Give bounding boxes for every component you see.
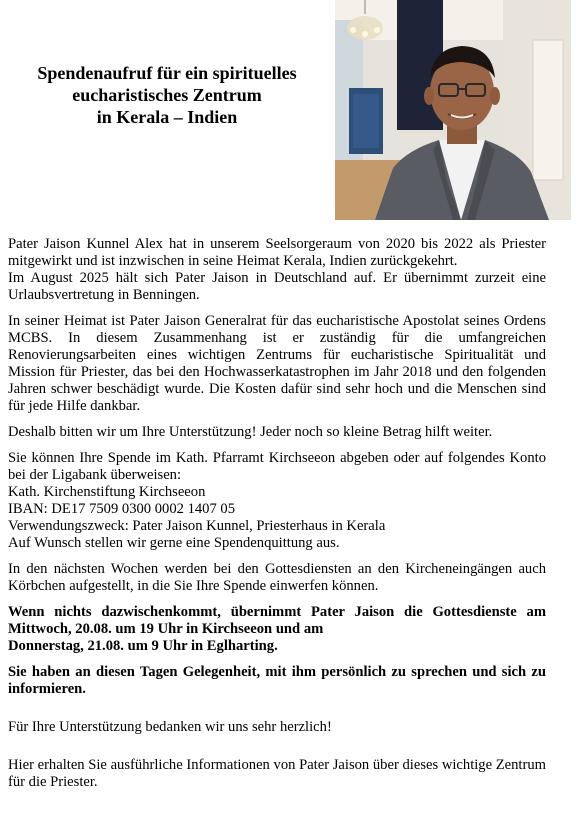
account-holder: Kath. Kirchenstiftung Kirchseeon [8, 484, 206, 500]
visit-text: Im August 2025 hält sich Pater Jaison in Deutschland auf. Er übernimmt zurzeit eine Urlaubsvertretung in Benningen. [8, 270, 546, 303]
page-title [0, 62, 334, 128]
donation-intro: Sie können Ihre Spende im Kath. Pfarramt Kirchseeon abgeben oder auf folgendes Konto bei der Ligabank überweisen: [8, 450, 546, 483]
service-thursday: Donnerstag, 21.08. um 9 Uhr in Eglharting. [8, 638, 278, 654]
meeting-paragraph: Sie haben an diesen Tagen Gelegenheit, mit ihm persönlich zu sprechen und sich zu informieren. [8, 664, 546, 697]
portrait-photo [335, 0, 571, 220]
services-paragraph [8, 604, 546, 655]
service-wednesday: Wenn nichts dazwischenkommt, übernimmt Pater Jaison die Gottesdienste am Mittwoch, 20.08. um 19 Uhr in Kirchseeon und am [8, 604, 546, 637]
baskets-paragraph: In den nächsten Wochen werden bei den Gottesdiensten an den Kircheneingängen auch Körbchen aufgestellt, in die Sie Ihre Spende einwerfen können. [8, 561, 546, 594]
title-line-1: Spendenaufruf für ein spirituelles [37, 63, 297, 83]
intro-paragraph [8, 236, 546, 304]
title-line-2: eucharistisches Zentrum [72, 85, 262, 105]
spacer [8, 707, 546, 719]
appeal-body [8, 236, 546, 800]
background-paragraph: In seiner Heimat ist Pater Jaison Generalrat für das eucharistische Apostolat seines Ordens MCBS. In diesem Zusammenhang ist er zuständig für die umfangreichen Renovierungsarbeiten eines wichtigen Zentrums für eucharistische Spiritualität und Mission für Priester, das bei den Hochwasserkatastrophen im Jahr 2018 und den folgenden Jahren schwer beschädigt wurde. Die Kosten dafür sind sehr hoch und die Menschen sind für jede Hilfe dankbar. [8, 313, 546, 414]
thanks-paragraph: Für Ihre Unterstützung bedanken wir uns sehr herzlich! [8, 719, 332, 735]
title-line-3: in Kerala – Indien [96, 107, 238, 127]
payment-reference: Verwendungszweck: Pater Jaison Kunnel, Priesterhaus in Kerala [8, 518, 386, 534]
intro-text: Pater Jaison Kunnel Alex hat in unserem Seelsorgeraum von 2020 bis 2022 als Priester mitgewirkt und ist inzwischen in seine Heimat Kerala, Indien zurückgekehrt. [8, 236, 546, 269]
iban-text: IBAN: DE17 7509 0300 0002 1407 05 [8, 501, 236, 517]
appeal-paragraph: Deshalb bitten wir um Ihre Unterstützung! Jeder noch so kleine Betrag hilft weiter. [8, 424, 493, 440]
spacer [8, 745, 546, 757]
more-info-paragraph: Hier erhalten Sie ausführliche Informationen von Pater Jaison über dieses wichtige Zentrum für die Priester. [8, 757, 546, 790]
donation-paragraph [8, 450, 546, 552]
receipt-note: Auf Wunsch stellen wir gerne eine Spendenquittung aus. [8, 535, 340, 551]
